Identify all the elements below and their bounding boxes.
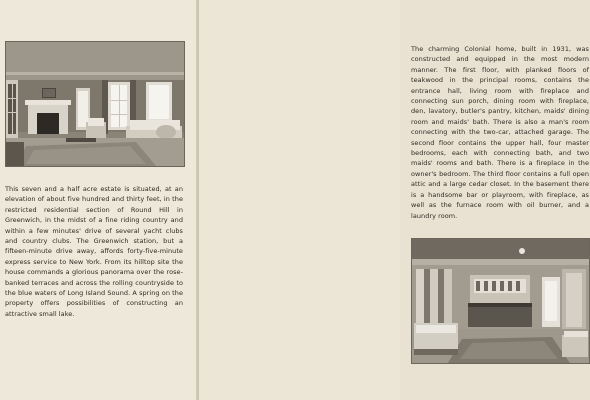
estate-description: This seven and a half acre estate is situated, at an elevation of about five hundred and thirty feet, in the restricted residential section of Round Hill in Greenwich, in the midst of a fine riding country and within a few minutes' drive of several yacht clubs and country clubs. The Greenwich station, but a fifteen-minute drive away, affords forty-five-minute express service to New York. From its hilltop site the house commands a glorious panorama over the rose-banked terraces and across the rolling countryside to the blue waters of Long Island Sound. A spring on the property offers possibilities of constructing an attractive small lake. <box>5 185 183 318</box>
left-page <box>0 0 197 400</box>
basement-playroom-photo <box>411 238 590 364</box>
house-description: The charming Colonial home, built in 1931, was constructed and equipped in the most modern manner. The first floor, with planked floors of teakwood in the principal rooms, contains the entrance hall, living room with fireplace and connecting sun porch, dining room with fireplace, den, lavatory, butler's pantry, kitchen, maids' dining room and maids' bath. There is also a man's room connecting with the two-car, attached garage. The second floor contains the upper hall, four master bedrooms, each with connecting bath, and two maids' rooms and bath. There is a fireplace in the owner's bedroom. The third floor contains a full open attic and a large cedar closet. In the basement there is a handsome bar or playroom, with fireplace, as well as the furnace room with oil burner, and a laundry room. <box>411 45 589 220</box>
right-page <box>199 0 589 400</box>
living-room-photo <box>5 41 185 167</box>
